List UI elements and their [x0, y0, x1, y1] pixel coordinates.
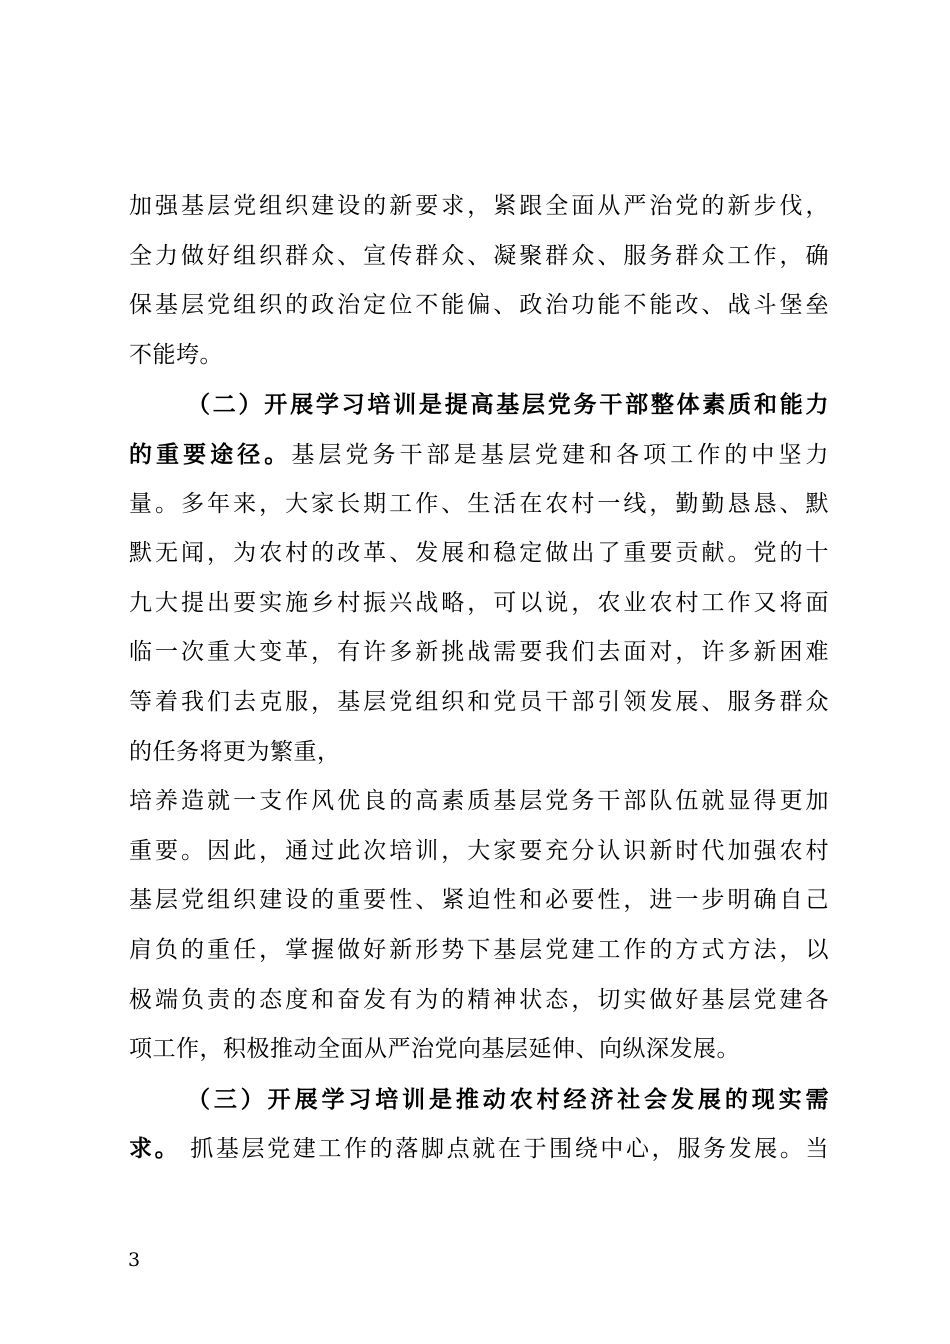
line-text: 项工作，积极推动全面从严治党向基层延伸、向纵深发展。 [129, 1036, 740, 1063]
line-text: 基层党务干部是基层党建和各项工作的中坚力 [291, 441, 830, 468]
line-text: 抓基层党建工作的落脚点就在于围绕中心，服务发展。当 [180, 1136, 830, 1163]
text-line [129, 926, 829, 976]
line-text: 极端负责的态度和奋发有为的精神状态，切实做好基层党建各 [129, 986, 829, 1013]
text-line [129, 876, 829, 926]
line-text: 的任务将更为繁重， [129, 738, 341, 765]
line-text: 默无闻，为农村的改革、发展和稳定做出了重要贡献。党的十 [129, 540, 829, 567]
text-line [129, 976, 829, 1026]
body-text [129, 182, 829, 1174]
line-text: 肩负的重任，掌握做好新形势下基层党建工作的方式方法，以 [129, 936, 829, 963]
line-text: 基层党组织建设的重要性、紧迫性和必要性，进一步明确自己 [129, 887, 829, 914]
text-line [129, 529, 829, 579]
text-line [129, 728, 829, 778]
text-line [129, 777, 829, 827]
section-heading: （三）开展学习培训是推动农村经济社会发展的现实需 [187, 1085, 829, 1113]
line-text: 九大提出要实施乡村振兴战略，可以说，农业农村工作又将面 [129, 589, 829, 616]
text-line [129, 579, 829, 629]
text-line [129, 827, 829, 877]
line-text: 重要。因此，通过此次培训，大家要充分认识新时代加强农村 [129, 837, 829, 864]
text-line [129, 628, 829, 678]
text-line [129, 430, 829, 480]
text-line [129, 480, 829, 530]
line-text: 全力做好组织群众、宣传群众、凝聚群众、服务群众工作，确 [129, 242, 829, 269]
text-line [129, 182, 829, 232]
line-text: 临一次重大变革，有许多新挑战需要我们去面对，许多新困难 [129, 639, 829, 666]
line-text: 加强基层党组织建设的新要求，紧跟全面从严治党的新步伐， [129, 193, 829, 219]
text-line [129, 678, 829, 728]
section-heading: 求。 [129, 1135, 181, 1163]
section-heading: 的重要途径。 [129, 440, 292, 468]
text-line [129, 281, 829, 331]
line-text: 量。多年来，大家长期工作、生活在农村一线，勤勤恳恳、默 [129, 490, 829, 517]
section-heading-line [129, 1075, 829, 1125]
line-text: 保基层党组织的政治定位不能偏、政治功能不能改、战斗堡垒 [129, 292, 829, 319]
line-text: 等着我们去克服，基层党组织和党员干部引领发展、服务群众 [129, 688, 829, 715]
text-line [129, 331, 829, 381]
section-heading: （二）开展学习培训是提高基层党务干部整体素质和能力 [187, 391, 829, 419]
text-line [129, 1025, 829, 1075]
text-line [129, 1124, 829, 1174]
section-heading-line [129, 380, 829, 430]
line-text: 培养造就一支作风优良的高素质基层党务干部队伍就显得更加 [129, 788, 829, 815]
line-text: 不能垮。 [129, 341, 223, 368]
text-line [129, 232, 829, 282]
page-number: 3 [128, 1249, 141, 1271]
